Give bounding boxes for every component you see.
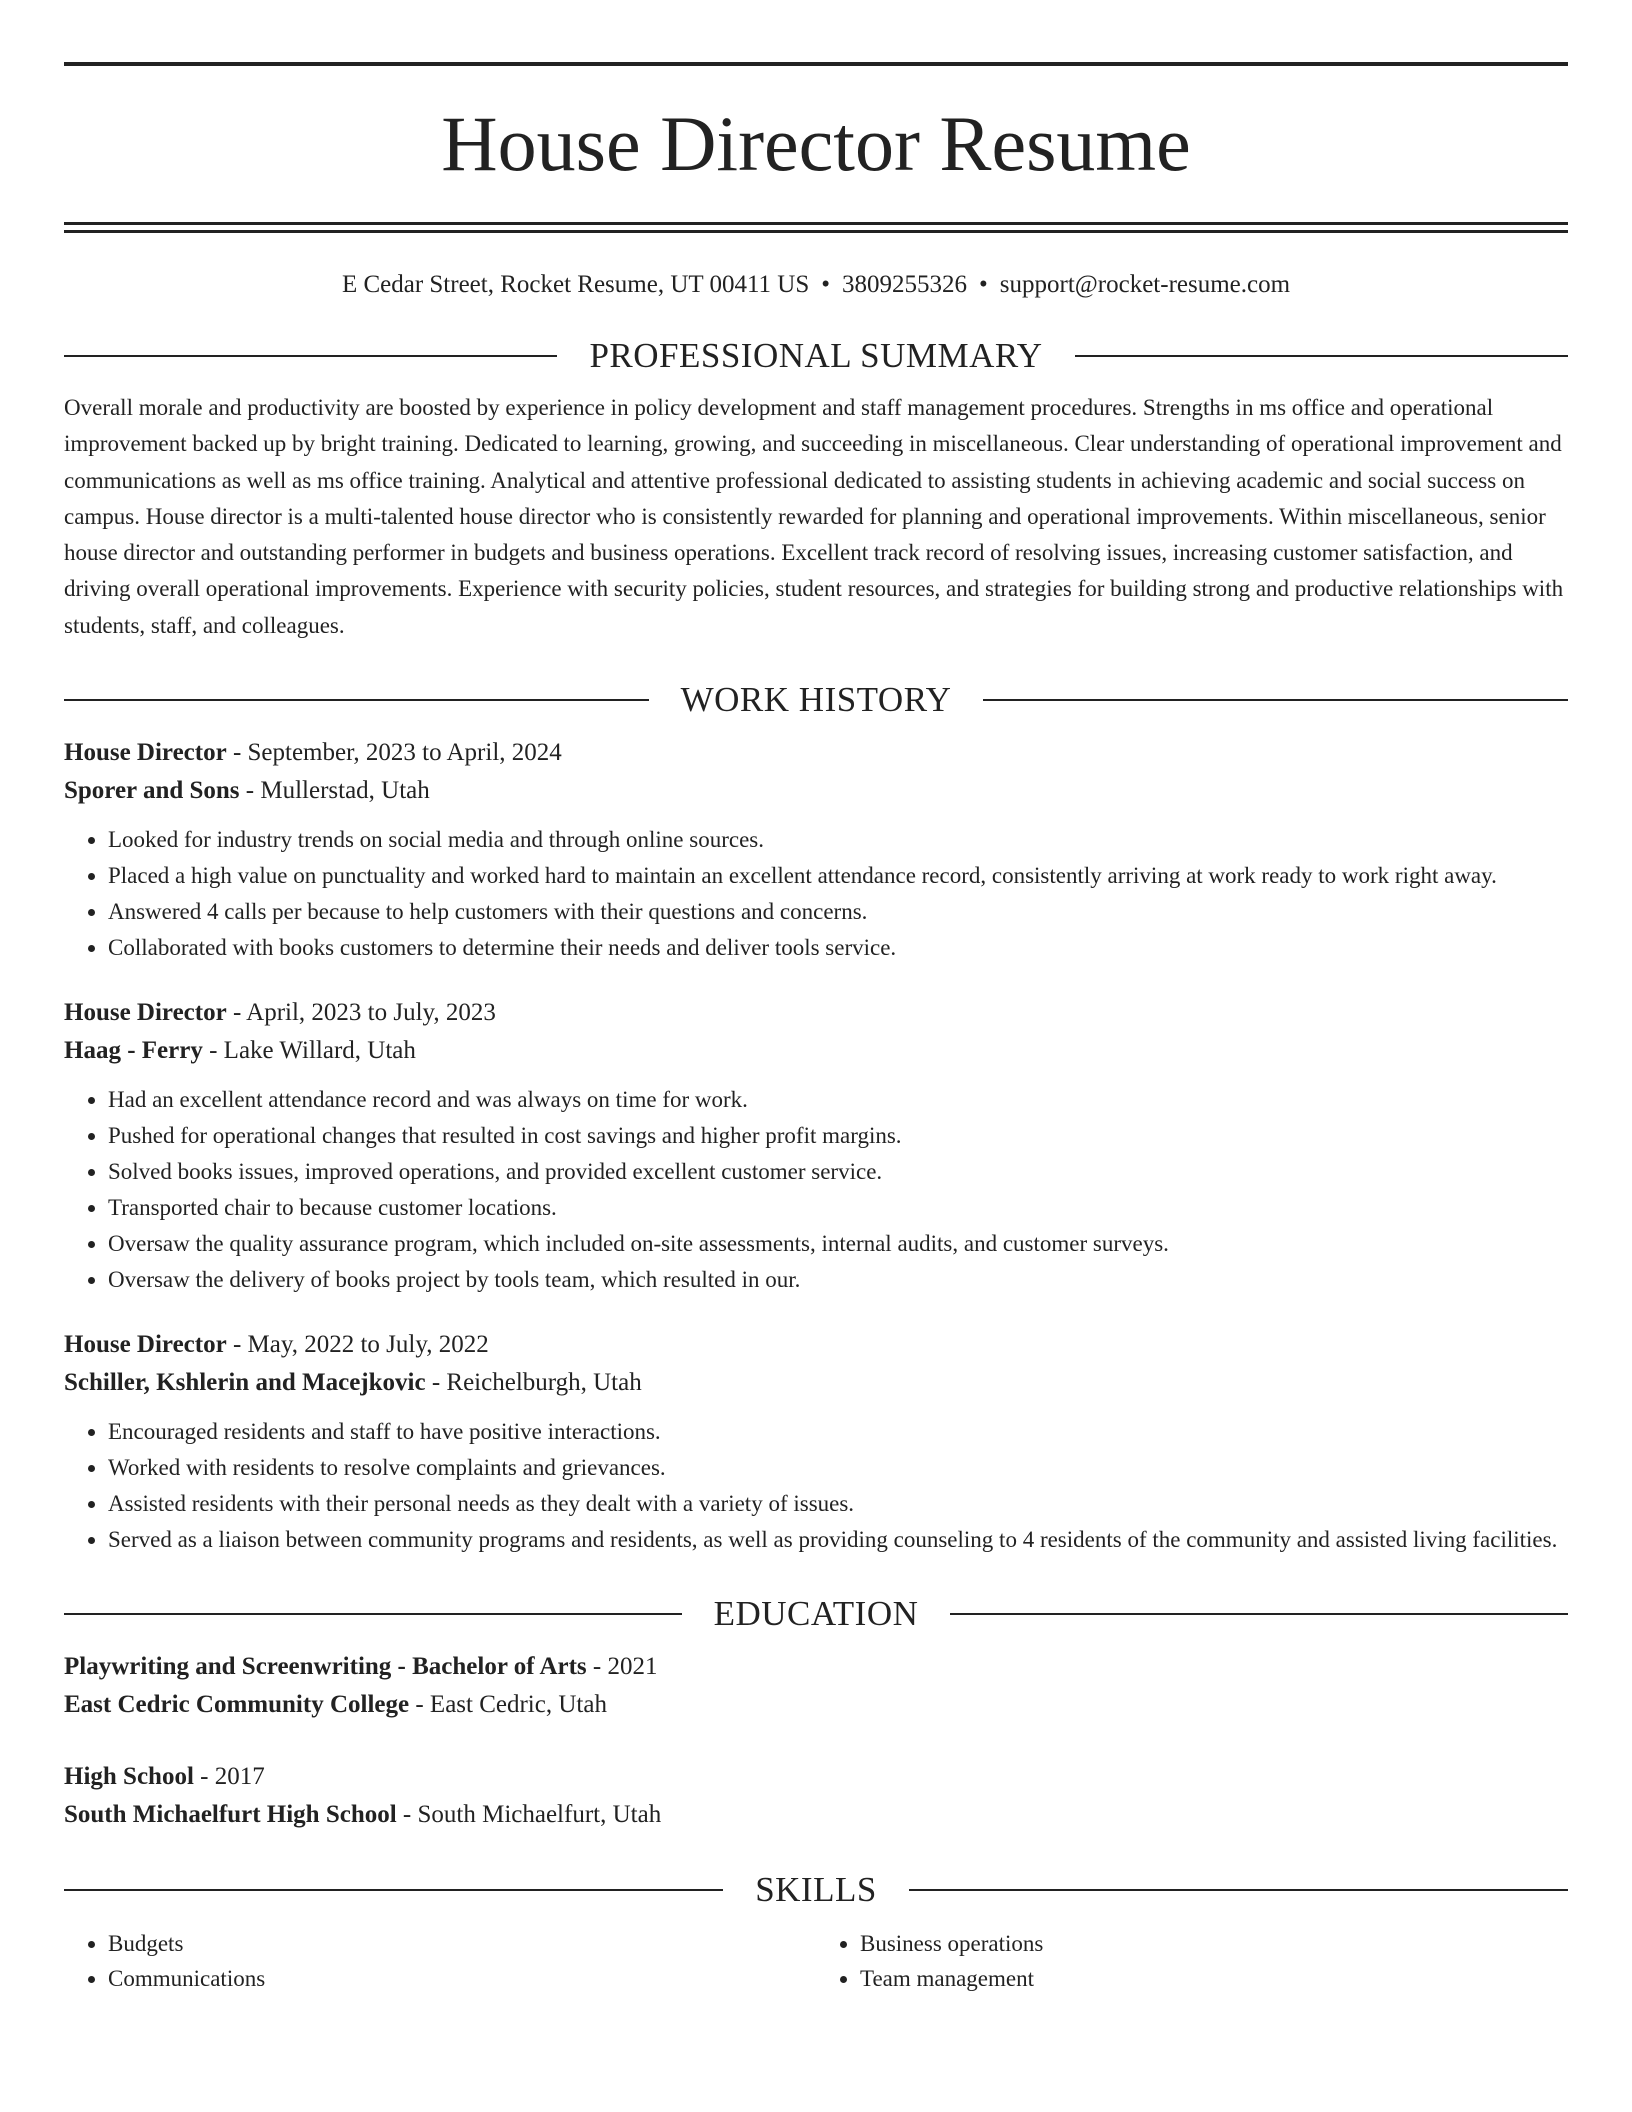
job-location: - Mullerstad, Utah	[239, 777, 430, 805]
divider-line	[64, 1889, 723, 1891]
job-bullets	[64, 1414, 1568, 1558]
list-item: • Answered 4 calls per because to help customers with their questions and concerns.	[108, 894, 1568, 930]
title-double-rule	[64, 222, 1568, 233]
list-item: • Encouraged residents and staff to have positive interactions.	[108, 1414, 1568, 1450]
list-item: • Had an excellent attendance record and was always on time for work.	[108, 1082, 1568, 1118]
section-title: WORK HISTORY	[680, 680, 952, 720]
skills-column-left	[64, 1926, 816, 1996]
list-item: • Oversaw the delivery of books project by tools team, which resulted in our.	[108, 1262, 1568, 1298]
list-item: • Looked for industry trends on social media and through online sources.	[108, 822, 1568, 858]
job-dates: - May, 2022 to July, 2022	[226, 1331, 489, 1359]
list-item: • Served as a liaison between community programs and residents, as well as providing counseling to 4 residents of the community and assisted living facilities.	[108, 1522, 1568, 1558]
resume-title: House Director Resume	[441, 100, 1191, 187]
list-item: • Oversaw the quality assurance program, which included on-site assessments, internal audits, and customer surveys.	[108, 1226, 1568, 1262]
list-item: • Placed a high value on punctuality and worked hard to maintain an excellent attendance record, consistently arriving at work ready to work right away.	[108, 858, 1568, 894]
job-dates: - September, 2023 to April, 2024	[226, 739, 562, 767]
summary-text: Overall morale and productivity are boosted by experience in policy development and staff management procedures. Strengths in ms office and operational improvement backed up by bright training. Dedicated to learning, growing, and succeeding in miscellaneous. Clear understanding of operational improvement and communications as well as ms office training. Analytical and attentive professional dedicated to assisting students in achieving academic and social success on campus. House director is a multi-talented house director who is consistently rewarded for planning and operational improvements. Within miscellaneous, senior house director and outstanding performer in budgets and business operations. Excellent track record of resolving issues, increasing customer satisfaction, and driving overall operational improvements. Experience with security policies, student resources, and strategies for building strong and productive relationships with students, staff, and colleagues.	[64, 395, 1564, 638]
divider-line	[950, 1613, 1568, 1615]
section-heading-work	[64, 680, 1568, 720]
section-title: PROFESSIONAL SUMMARY	[589, 336, 1043, 375]
section-heading-summary	[64, 336, 1568, 376]
job-entry	[64, 734, 1568, 966]
job-title: House Director	[64, 999, 227, 1027]
job-bullets	[64, 1082, 1568, 1298]
contact-separator: •	[821, 271, 830, 298]
education-school: East Cedric Community College	[64, 1691, 410, 1719]
job-location: - Lake Willard, Utah	[202, 1037, 416, 1065]
divider-line	[1075, 355, 1568, 357]
section-heading-education	[64, 1594, 1568, 1634]
job-entry	[64, 1326, 1568, 1558]
education-location: - East Cedric, Utah	[409, 1691, 607, 1719]
section-title: SKILLS	[755, 1870, 877, 1910]
job-company: Sporer and Sons	[64, 777, 240, 805]
education-year: - 2021	[586, 1653, 658, 1681]
education-entry	[64, 1758, 1568, 1834]
skill-item: • Team management	[860, 1961, 1568, 1996]
contact-line	[64, 270, 1568, 300]
job-title: House Director	[64, 739, 227, 767]
skill-item: • Budgets	[108, 1926, 816, 1961]
divider-line	[64, 699, 649, 701]
list-item: • Solved books issues, improved operations, and provided excellent customer service.	[108, 1154, 1568, 1190]
section-heading-skills	[64, 1870, 1568, 1910]
top-rule	[64, 62, 1568, 66]
list-item: • Collaborated with books customers to determine their needs and deliver tools service.	[108, 930, 1568, 966]
contact-email: support@rocket-resume.com	[999, 271, 1291, 298]
list-item: • Worked with residents to resolve complaints and grievances.	[108, 1450, 1568, 1486]
list-item: • Transported chair to because customer locations.	[108, 1190, 1568, 1226]
skills-list	[64, 1926, 1568, 1996]
section-title: EDUCATION	[713, 1594, 919, 1634]
education-year: - 2017	[193, 1763, 265, 1791]
job-company: Schiller, Kshlerin and Macejkovic	[64, 1369, 426, 1397]
divider-line	[64, 1613, 682, 1615]
contact-phone: 3809255326	[842, 271, 967, 298]
resume-page	[64, 62, 1568, 1996]
list-item: • Pushed for operational changes that resulted in cost savings and higher profit margins.	[108, 1118, 1568, 1154]
education-location: - South Michaelfurt, Utah	[396, 1801, 662, 1829]
list-item: • Assisted residents with their personal needs as they dealt with a variety of issues.	[108, 1486, 1568, 1522]
education-degree: Playwriting and Screenwriting - Bachelor of Arts	[64, 1653, 587, 1681]
job-title: House Director	[64, 1331, 227, 1359]
job-entry	[64, 994, 1568, 1298]
skills-column-right	[816, 1926, 1568, 1996]
divider-line	[64, 355, 557, 357]
education-school: South Michaelfurt High School	[64, 1801, 397, 1829]
job-bullets	[64, 822, 1568, 966]
contact-separator: •	[979, 271, 988, 298]
job-company: Haag - Ferry	[64, 1037, 203, 1065]
divider-line	[909, 1889, 1568, 1891]
skill-item: • Business operations	[860, 1926, 1568, 1961]
job-dates: - April, 2023 to July, 2023	[226, 999, 496, 1027]
education-entry	[64, 1648, 1568, 1724]
divider-line	[983, 699, 1568, 701]
job-location: - Reichelburgh, Utah	[425, 1369, 642, 1397]
education-degree: High School	[64, 1763, 194, 1791]
skill-item: • Communications	[108, 1961, 816, 1996]
contact-address: E Cedar Street, Rocket Resume, UT 00411 US	[341, 271, 810, 298]
